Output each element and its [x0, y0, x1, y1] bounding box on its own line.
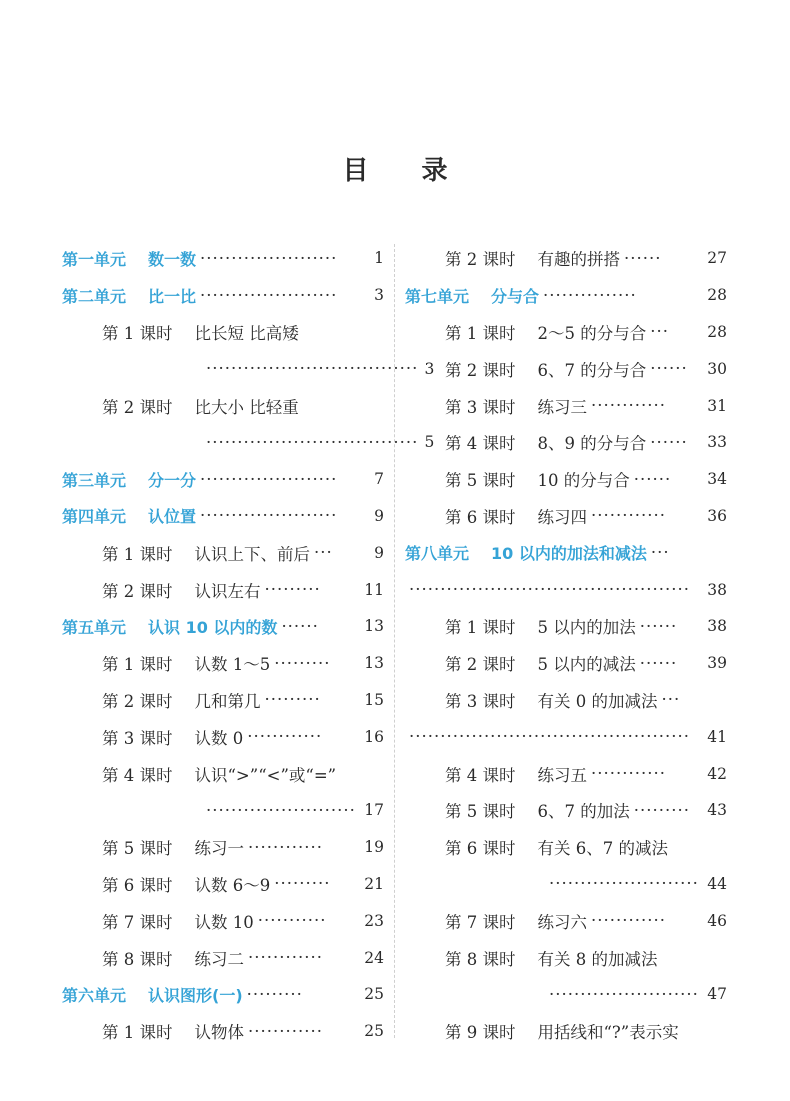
toc-leader-dots: ············ — [248, 948, 323, 968]
toc-leader-dots: ········· — [264, 690, 321, 710]
toc-entry-title: 10 的分与合 — [537, 471, 630, 491]
toc-page-number: 3 — [374, 286, 384, 305]
toc-lesson-entry[interactable] — [62, 1013, 384, 1050]
toc-page-number: 25 — [364, 1022, 384, 1041]
toc-lesson-entry[interactable] — [62, 866, 384, 903]
toc-lesson-entry[interactable] — [62, 387, 384, 424]
toc-lesson-entry[interactable] — [62, 718, 384, 755]
toc-lesson-entry[interactable] — [405, 498, 727, 535]
toc-entry-title: 10 以内的加法和减法 — [491, 544, 647, 564]
toc-entry-label: 第 6 课时 — [102, 875, 173, 895]
toc-entry-title: 认识 10 以内的数 — [148, 617, 278, 637]
toc-entry-label: 第二单元 — [62, 286, 127, 306]
toc-leader-dots: ························ — [549, 874, 699, 894]
toc-entry-title: 比大小 比轻重 — [194, 397, 299, 417]
toc-lesson-entry[interactable] — [405, 608, 727, 645]
toc-leader-dots: ························ — [206, 800, 356, 820]
toc-leader-dots: ······ — [633, 469, 672, 489]
toc-entry-title: 比长短 比高矮 — [194, 323, 299, 343]
toc-unit-entry[interactable] — [62, 240, 384, 277]
toc-left-column — [62, 240, 435, 1050]
toc-entry-label: 第 1 课时 — [445, 323, 516, 343]
toc-page-number: 5 — [424, 433, 435, 452]
toc-entry-label: 第 9 课时 — [445, 1023, 516, 1043]
toc-page-number: 19 — [364, 838, 384, 857]
toc-page-number: 28 — [707, 286, 727, 305]
toc-leader-dots: ········· — [274, 653, 331, 673]
toc-leader-dots: ············ — [248, 837, 323, 857]
toc-leader-dots: ············ — [591, 911, 666, 931]
toc-leader-dots: ··········· — [257, 911, 327, 931]
toc-leader-dots: ······················ — [200, 469, 338, 489]
toc-lesson-entry[interactable] — [405, 350, 727, 387]
toc-entry-label: 第 6 课时 — [445, 507, 516, 527]
toc-entry-title: 认物体 — [194, 1023, 244, 1043]
toc-leader-dots: ··············· — [543, 285, 637, 305]
toc-page-number: 33 — [707, 433, 727, 452]
toc-leader-dots: ························ — [549, 984, 699, 1004]
toc-leader-dots: ··· — [650, 543, 670, 563]
toc-leader-dots: ············ — [248, 1021, 323, 1041]
toc-entry-label: 第 7 课时 — [445, 912, 516, 932]
toc-lesson-entry[interactable] — [405, 792, 727, 829]
toc-lesson-entry[interactable] — [62, 682, 384, 719]
toc-page-number: 16 — [364, 727, 384, 746]
toc-unit-entry[interactable] — [62, 608, 384, 645]
toc-leader-dots: ············································· — [409, 580, 691, 600]
toc-leader-dots: ········· — [264, 580, 321, 600]
toc-entry-label: 第 2 课时 — [102, 397, 173, 417]
toc-entry-title: 有关 8 的加减法 — [537, 949, 658, 969]
toc-leader-dots: ··· — [650, 322, 669, 342]
toc-entry-label: 第 5 课时 — [445, 471, 516, 491]
toc-entry-title: 几和第几 — [194, 691, 261, 711]
toc-entry-label: 第 1 课时 — [102, 544, 173, 564]
toc-lesson-entry[interactable] — [405, 314, 727, 351]
toc-entry-label: 第 2 课时 — [445, 655, 516, 675]
column-divider — [394, 244, 395, 1038]
toc-page-number: 15 — [364, 690, 384, 709]
toc-page-number: 47 — [707, 985, 727, 1004]
toc-leader-dots: ······················ — [200, 248, 338, 268]
toc-entry-label: 第 4 课时 — [102, 765, 173, 785]
toc-page-number: 38 — [707, 580, 727, 599]
toc-unit-entry[interactable] — [405, 277, 727, 314]
toc-entry-label: 第三单元 — [62, 470, 127, 490]
toc-entry-continuation[interactable] — [62, 424, 435, 461]
toc-entry-title: 6、7 的分与合 — [537, 360, 647, 380]
toc-page-number: 3 — [424, 359, 435, 378]
toc-entry-title: 2～5 的分与合 — [537, 323, 647, 343]
toc-page-number: 13 — [364, 654, 384, 673]
toc-entry-label: 第六单元 — [62, 985, 127, 1005]
toc-lesson-entry[interactable] — [62, 902, 384, 939]
toc-unit-entry[interactable] — [62, 976, 384, 1013]
toc-entry-title: 认识上下、前后 — [194, 544, 310, 564]
toc-lesson-entry[interactable] — [405, 829, 727, 866]
toc-page-number: 23 — [364, 911, 384, 930]
toc-entry-title: 认数 0 — [194, 728, 244, 748]
toc-leader-dots: ·································· — [206, 432, 419, 452]
toc-entry-label: 第 7 课时 — [102, 912, 173, 932]
toc-page-number: 27 — [707, 249, 727, 268]
toc-lesson-entry[interactable] — [62, 571, 384, 608]
toc-entry-title: 有趣的拼搭 — [537, 250, 620, 270]
page-title: 目 录 — [342, 156, 470, 186]
toc-leader-dots: ······ — [624, 248, 662, 268]
toc-entry-title: 认位置 — [148, 507, 197, 527]
toc-page-number: 34 — [707, 470, 727, 489]
toc-lesson-entry[interactable] — [405, 939, 727, 976]
toc-page-number: 44 — [707, 874, 727, 893]
toc-leader-dots: ············ — [591, 396, 666, 416]
toc-page-number: 13 — [364, 617, 384, 636]
toc-entry-label: 第一单元 — [62, 249, 127, 269]
toc-page-number: 7 — [374, 470, 384, 489]
toc-leader-dots: ······················ — [200, 506, 338, 526]
toc-leader-dots: ············ — [591, 506, 666, 526]
toc-lesson-entry[interactable] — [405, 902, 727, 939]
toc-lesson-entry[interactable] — [62, 755, 384, 792]
toc-lesson-entry[interactable] — [62, 534, 384, 571]
toc-page-number: 36 — [707, 506, 727, 525]
toc-entry-title: 有关 6、7 的减法 — [537, 839, 668, 859]
toc-entry-continuation[interactable] — [405, 571, 727, 608]
toc-entry-title: 练习一 — [194, 839, 244, 859]
toc-entry-title: 分一分 — [148, 470, 197, 490]
toc-lesson-entry[interactable] — [405, 387, 727, 424]
toc-entry-title: 8、9 的分与合 — [537, 434, 647, 454]
toc-page-number: 11 — [364, 580, 384, 599]
toc-entry-title: 有关 0 的加减法 — [537, 691, 658, 711]
toc-entry-title: 认数 6～9 — [194, 875, 271, 895]
toc-entry-title: 比一比 — [148, 286, 197, 306]
toc-page-number: 43 — [707, 801, 727, 820]
toc-leader-dots: ·································· — [206, 359, 419, 379]
toc-entry-label: 第 2 课时 — [102, 691, 173, 711]
toc-leader-dots: ········· — [274, 874, 331, 894]
toc-leader-dots: ··· — [661, 690, 681, 710]
toc-entry-label: 第 1 课时 — [102, 1023, 173, 1043]
toc-entry-continuation[interactable] — [62, 350, 435, 387]
toc-entry-title: 认数 10 — [194, 912, 254, 932]
toc-lesson-entry[interactable] — [405, 645, 727, 682]
toc-entry-title: 5 以内的减法 — [537, 655, 636, 675]
toc-page-number: 46 — [707, 911, 727, 930]
toc-entry-title: 分与合 — [491, 286, 540, 306]
toc-entry-label: 第 6 课时 — [445, 839, 516, 859]
toc-entry-label: 第 3 课时 — [102, 728, 173, 748]
toc-entry-title: 练习五 — [537, 765, 587, 785]
toc-entry-title: 认识“>”“<”或“=” — [194, 765, 337, 785]
toc-entry-title: 练习四 — [537, 507, 587, 527]
toc-entry-label: 第 4 课时 — [445, 765, 516, 785]
toc-entry-label: 第 8 课时 — [445, 949, 516, 969]
toc-entry-label: 第五单元 — [62, 617, 127, 637]
toc-unit-entry[interactable] — [62, 461, 384, 498]
toc-page-number: 21 — [364, 874, 384, 893]
toc-entry-label: 第八单元 — [405, 544, 470, 564]
toc-lesson-entry[interactable] — [405, 755, 727, 792]
toc-entry-label: 第 1 课时 — [102, 323, 173, 343]
toc-lesson-entry[interactable] — [62, 829, 384, 866]
toc-entry-label: 第四单元 — [62, 507, 127, 527]
toc-entry-title: 练习六 — [537, 912, 587, 932]
toc-page-number: 17 — [364, 801, 384, 820]
toc-entry-label: 第 4 课时 — [445, 434, 516, 454]
toc-lesson-entry[interactable] — [405, 240, 727, 277]
toc-leader-dots: ······ — [281, 616, 319, 636]
toc-entry-title: 认识左右 — [194, 581, 261, 601]
toc-leader-dots: ··· — [314, 543, 333, 563]
toc-entry-label: 第 1 课时 — [102, 655, 173, 675]
toc-page-number: 38 — [707, 617, 727, 636]
toc-leader-dots: ······ — [650, 359, 688, 379]
toc-entry-label: 第 5 课时 — [102, 839, 173, 859]
toc-unit-entry[interactable] — [62, 498, 384, 535]
toc-unit-entry[interactable] — [405, 534, 727, 571]
toc-right-column — [405, 240, 727, 1050]
toc-page-number: 28 — [707, 322, 727, 341]
toc-page-number: 1 — [374, 249, 384, 268]
toc-entry-continuation[interactable] — [405, 718, 727, 755]
toc-entry-continuation[interactable] — [405, 976, 727, 1013]
toc-page-number: 31 — [707, 396, 727, 415]
toc-lesson-entry[interactable] — [62, 645, 384, 682]
toc-unit-entry[interactable] — [62, 277, 384, 314]
toc-lesson-entry[interactable] — [62, 314, 384, 351]
toc-entry-continuation[interactable] — [62, 792, 384, 829]
toc-entry-continuation[interactable] — [405, 866, 727, 903]
toc-entry-title: 6、7 的加法 — [537, 802, 630, 822]
toc-entry-title: 5 以内的加法 — [537, 618, 636, 638]
toc-entry-title: 数一数 — [148, 249, 197, 269]
toc-lesson-entry[interactable] — [405, 1013, 727, 1050]
toc-page-number: 24 — [364, 948, 384, 967]
toc-entry-label: 第 2 课时 — [102, 581, 173, 601]
toc-leader-dots: ············································· — [409, 727, 691, 747]
toc-leader-dots: ············ — [591, 764, 666, 784]
toc-entry-label: 第 3 课时 — [445, 397, 516, 417]
toc-lesson-entry[interactable] — [405, 682, 727, 719]
toc-lesson-entry[interactable] — [405, 461, 727, 498]
toc-leader-dots: ······ — [639, 653, 678, 673]
toc-entry-title: 练习二 — [194, 949, 244, 969]
toc-entry-label: 第 2 课时 — [445, 360, 516, 380]
toc-lesson-entry[interactable] — [405, 424, 727, 461]
toc-page-number: 39 — [707, 654, 727, 673]
toc-page-number: 41 — [707, 727, 727, 746]
toc-leader-dots: ······ — [650, 432, 688, 452]
toc-entry-label: 第七单元 — [405, 286, 470, 306]
toc-entry-title: 认数 1～5 — [194, 655, 271, 675]
toc-entry-label: 第 5 课时 — [445, 802, 516, 822]
toc-entry-label: 第 2 课时 — [445, 250, 516, 270]
toc-leader-dots: ······ — [639, 616, 678, 636]
toc-lesson-entry[interactable] — [62, 939, 384, 976]
toc-entry-label: 第 8 课时 — [102, 949, 173, 969]
toc-entry-label: 第 1 课时 — [445, 618, 516, 638]
toc-entry-title: 用括线和“?”表示实 — [537, 1023, 679, 1043]
toc-page-number: 9 — [374, 506, 384, 525]
toc-entry-title: 认识图形(一) — [148, 985, 243, 1005]
toc-entry-label: 第 3 课时 — [445, 691, 516, 711]
toc-page-number: 42 — [707, 764, 727, 783]
toc-leader-dots: ········· — [633, 800, 690, 820]
toc-entry-title: 练习三 — [537, 397, 587, 417]
toc-leader-dots: ······················ — [200, 285, 338, 305]
toc-page-number: 25 — [364, 985, 384, 1004]
toc-leader-dots: ········· — [246, 984, 303, 1004]
toc-page-number: 30 — [707, 359, 727, 378]
toc-leader-dots: ············ — [247, 727, 323, 747]
toc-page-number: 9 — [374, 543, 384, 562]
